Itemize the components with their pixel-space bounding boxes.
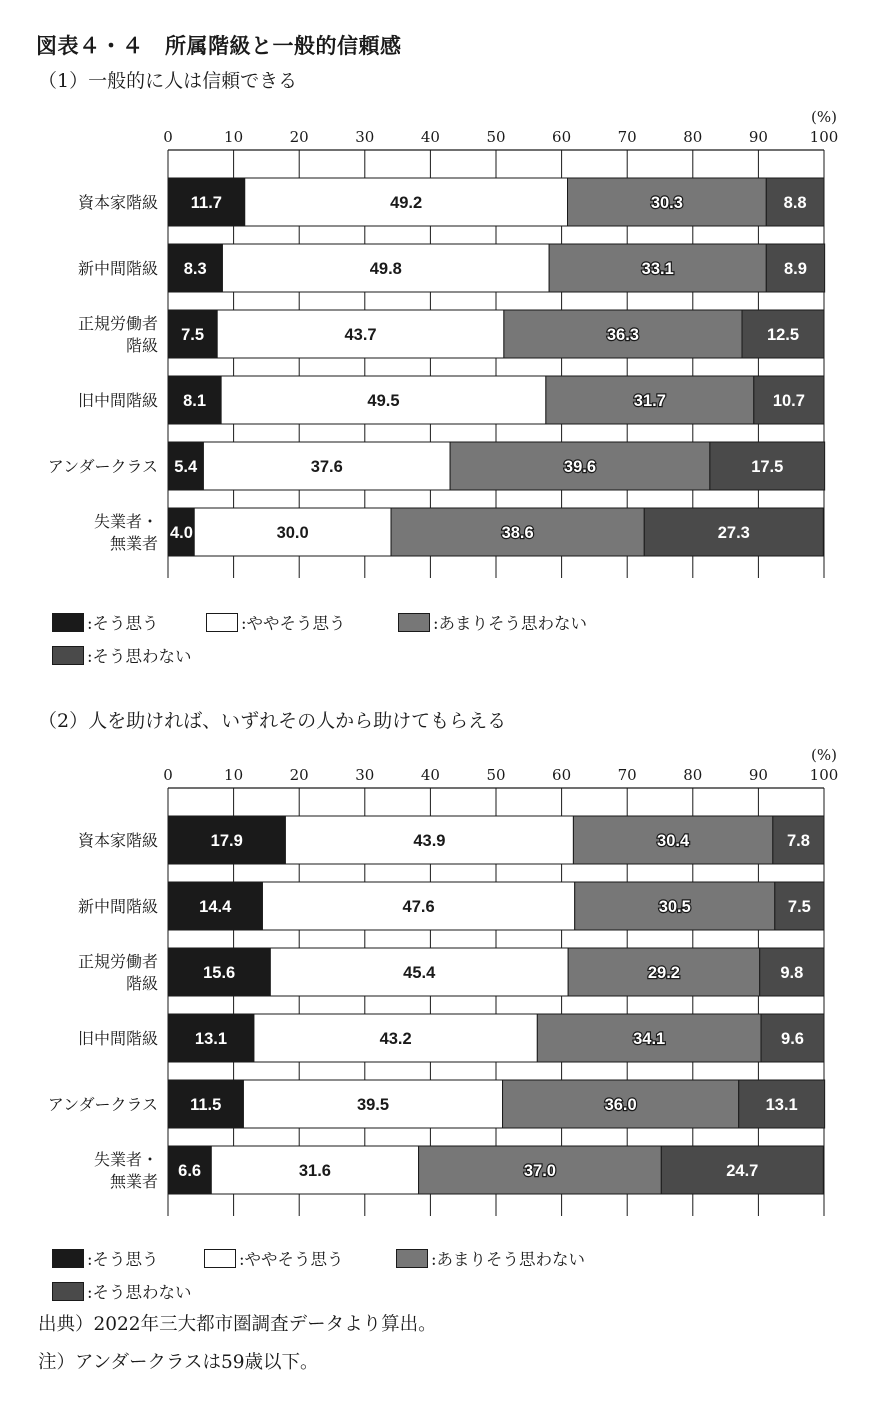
- legend-swatch: [52, 1249, 84, 1268]
- data-label: 43.9: [413, 832, 446, 850]
- tick-label: 20: [289, 128, 309, 146]
- data-label: 49.5: [367, 392, 400, 410]
- legend-item-yayasoshiomou: [204, 1246, 344, 1270]
- data-label: 36.0: [604, 1096, 637, 1114]
- tick-label: 10: [224, 128, 244, 146]
- tick-label: 90: [748, 766, 768, 784]
- tick-label: 40: [420, 128, 440, 146]
- tick-label: 60: [552, 128, 572, 146]
- tick-label: 100: [809, 766, 839, 784]
- data-label: 30.0: [276, 524, 309, 542]
- data-label: 11.5: [190, 1096, 222, 1114]
- tick-label: 60: [552, 766, 572, 784]
- data-label: 9.8: [780, 964, 804, 982]
- category-label: 正規労働者階級: [77, 952, 158, 993]
- legend-item-amari: [398, 610, 587, 634]
- data-label: 45.4: [403, 964, 436, 982]
- tick-label: 80: [683, 128, 703, 146]
- legend-item-soshiomowanai: [52, 1279, 192, 1303]
- data-label: 4.0: [170, 524, 193, 542]
- data-label: 49.2: [390, 194, 423, 212]
- category-label: 正規労働者階級: [77, 314, 158, 355]
- data-label: 12.5: [766, 326, 800, 344]
- data-label: 7.5: [181, 326, 205, 344]
- data-label: 33.1: [641, 260, 674, 278]
- tick-label: 20: [289, 766, 309, 784]
- data-label: 13.1: [765, 1096, 798, 1114]
- tick-label: 40: [420, 766, 440, 784]
- legend-swatch: [52, 646, 84, 665]
- tick-label: 70: [617, 128, 637, 146]
- legend-label: :ややそう思う: [239, 1250, 344, 1269]
- data-label: 17.5: [751, 458, 784, 476]
- chart1-title: （1）一般的に人は信頼できる: [38, 70, 298, 92]
- chart1-svg: [0, 100, 878, 585]
- data-label: 30.5: [658, 898, 691, 916]
- data-label: 43.7: [344, 326, 377, 344]
- legend-swatch: [52, 613, 84, 632]
- category-label: アンダークラス: [47, 457, 158, 476]
- data-label: 29.2: [647, 964, 680, 982]
- data-label: 24.7: [726, 1162, 759, 1180]
- unit-label: (%): [811, 746, 837, 764]
- unit-label: (%): [811, 108, 837, 126]
- data-label: 30.4: [657, 832, 690, 850]
- data-label: 17.9: [210, 832, 243, 850]
- footnote: 注）アンダークラスは59歳以下。: [38, 1352, 319, 1373]
- legend-item-yayasoshiomou: [206, 610, 346, 634]
- chart2-title: （2）人を助ければ、いずれその人から助けてもらえる: [38, 710, 507, 732]
- category-label: 新中間階級: [77, 259, 158, 278]
- data-label: 31.6: [298, 1162, 332, 1180]
- category-label: 旧中間階級: [77, 1029, 158, 1048]
- data-label: 47.6: [402, 898, 435, 916]
- data-label: 8.8: [783, 194, 807, 212]
- tick-label: 100: [809, 128, 839, 146]
- tick-label: 50: [486, 766, 506, 784]
- legend-label: :そう思わない: [87, 647, 192, 666]
- data-label: 8.9: [783, 260, 807, 278]
- legend-label: :そう思う: [87, 614, 159, 633]
- data-label: 37.0: [523, 1162, 557, 1180]
- data-label: 27.3: [717, 524, 750, 542]
- figure-title: 図表４・４ 所属階級と一般的信頼感: [36, 34, 402, 58]
- legend-label: :ややそう思う: [241, 614, 346, 633]
- data-label: 30.3: [650, 194, 683, 212]
- legend-swatch: [398, 613, 430, 632]
- tick-label: 0: [163, 766, 173, 784]
- legend-swatch: [204, 1249, 236, 1268]
- legend-item-soshiomou: [52, 1246, 159, 1270]
- data-label: 34.1: [633, 1030, 666, 1048]
- legend-swatch: [206, 613, 238, 632]
- source-note: 出典）2022年三大都市圏調査データより算出。: [38, 1314, 437, 1335]
- category-label: 資本家階級: [77, 193, 158, 212]
- tick-label: 80: [683, 766, 703, 784]
- legend-item-amari: [396, 1246, 585, 1270]
- tick-label: 70: [617, 766, 637, 784]
- tick-label: 30: [355, 766, 375, 784]
- legend-swatch: [52, 1282, 84, 1301]
- data-label: 10.7: [772, 392, 805, 410]
- data-label: 43.2: [379, 1030, 412, 1048]
- data-label: 8.3: [183, 260, 207, 278]
- legend-label: :あまりそう思わない: [431, 1250, 586, 1269]
- data-label: 31.7: [633, 392, 666, 410]
- category-label: 失業者・無業者: [93, 512, 158, 553]
- data-label: 37.6: [310, 458, 343, 476]
- chart2-svg: [0, 738, 878, 1223]
- data-label: 14.4: [199, 898, 232, 916]
- data-label: 39.6: [563, 458, 597, 476]
- tick-label: 0: [163, 128, 173, 146]
- legend-label: :あまりそう思わない: [433, 614, 588, 633]
- category-label: 資本家階級: [77, 831, 158, 850]
- legend-item-soshiomou: [52, 610, 159, 634]
- tick-label: 50: [486, 128, 506, 146]
- tick-label: 90: [748, 128, 768, 146]
- legend-item-soshiomowanai: [52, 643, 192, 667]
- category-label: 旧中間階級: [77, 391, 158, 410]
- category-label: 失業者・無業者: [93, 1150, 158, 1191]
- legend-swatch: [396, 1249, 428, 1268]
- data-label: 49.8: [369, 260, 402, 278]
- legend-label: :そう思わない: [87, 1283, 192, 1302]
- category-label: 新中間階級: [77, 897, 158, 916]
- data-label: 36.3: [606, 326, 639, 344]
- data-label: 39.5: [356, 1096, 390, 1114]
- tick-label: 10: [224, 766, 244, 784]
- data-label: 8.1: [183, 392, 207, 410]
- data-label: 6.6: [178, 1162, 202, 1180]
- data-label: 9.6: [781, 1030, 804, 1048]
- category-label: アンダークラス: [47, 1095, 158, 1114]
- legend-label: :そう思う: [87, 1250, 159, 1269]
- data-label: 11.7: [190, 194, 222, 212]
- data-label: 38.6: [501, 524, 534, 542]
- data-label: 13.1: [194, 1030, 228, 1048]
- data-label: 5.4: [174, 458, 198, 476]
- tick-label: 30: [355, 128, 375, 146]
- data-label: 15.6: [203, 964, 236, 982]
- data-label: 7.5: [787, 898, 811, 916]
- data-label: 7.8: [786, 832, 810, 850]
